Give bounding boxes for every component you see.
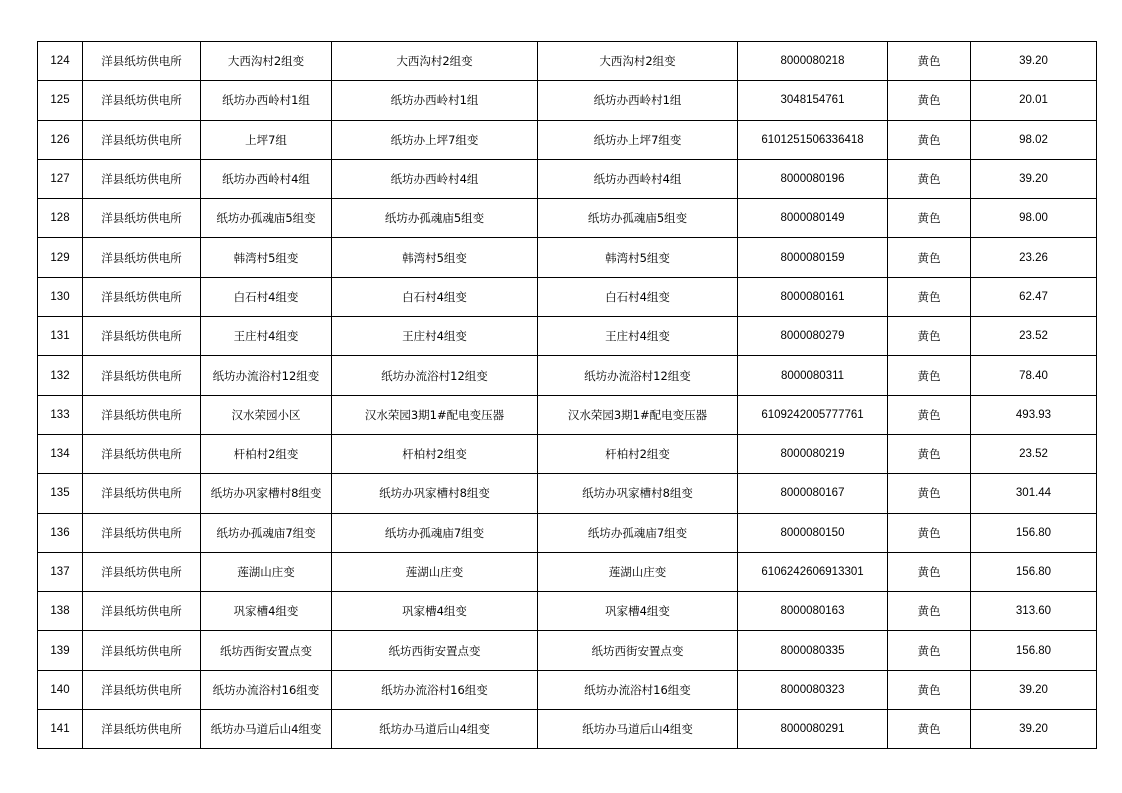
cell-transformer: 白石村4组变: [538, 277, 738, 316]
cell-location: 纸坊办流浴村12组变: [201, 356, 332, 395]
table-row: [38, 513, 1097, 552]
cell-seq: 138: [38, 592, 83, 631]
table-row: [38, 81, 1097, 120]
table-row: [38, 552, 1097, 591]
table-row: [38, 592, 1097, 631]
cell-location: 汉水荣园小区: [201, 395, 332, 434]
cell-account: 8000080311: [738, 356, 888, 395]
cell-level: 黄色: [888, 199, 971, 238]
cell-line-name: 纸坊办巩家槽村8组变: [332, 474, 538, 513]
cell-level: 黄色: [888, 238, 971, 277]
cell-line-name: 王庄村4组变: [332, 317, 538, 356]
cell-station: 洋县纸坊供电所: [83, 552, 201, 591]
cell-level: 黄色: [888, 81, 971, 120]
cell-seq: 125: [38, 81, 83, 120]
cell-line-name: 杆柏村2组变: [332, 434, 538, 473]
cell-line-name: 汉水荣园3期1#配电变压器: [332, 395, 538, 434]
table-row: [38, 317, 1097, 356]
cell-account: 8000080279: [738, 317, 888, 356]
cell-line-name: 白石村4组变: [332, 277, 538, 316]
cell-station: 洋县纸坊供电所: [83, 592, 201, 631]
cell-account: 8000080335: [738, 631, 888, 670]
cell-line-name: 纸坊办流浴村12组变: [332, 356, 538, 395]
table-row: [38, 434, 1097, 473]
cell-value: 39.20: [971, 159, 1097, 198]
cell-station: 洋县纸坊供电所: [83, 513, 201, 552]
cell-level: 黄色: [888, 317, 971, 356]
cell-location: 王庄村4组变: [201, 317, 332, 356]
cell-level: 黄色: [888, 434, 971, 473]
cell-value: 301.44: [971, 474, 1097, 513]
cell-location: 纸坊办巩家槽村8组变: [201, 474, 332, 513]
cell-location: 纸坊办西岭村4组: [201, 159, 332, 198]
cell-location: 杆柏村2组变: [201, 434, 332, 473]
cell-station: 洋县纸坊供电所: [83, 42, 201, 81]
cell-location: 纸坊办孤魂庙7组变: [201, 513, 332, 552]
cell-line-name: 纸坊办孤魂庙7组变: [332, 513, 538, 552]
cell-level: 黄色: [888, 513, 971, 552]
cell-seq: 133: [38, 395, 83, 434]
cell-account: 6106242606913301: [738, 552, 888, 591]
cell-value: 23.52: [971, 434, 1097, 473]
cell-value: 156.80: [971, 552, 1097, 591]
cell-seq: 128: [38, 199, 83, 238]
cell-level: 黄色: [888, 631, 971, 670]
cell-value: 23.52: [971, 317, 1097, 356]
cell-station: 洋县纸坊供电所: [83, 199, 201, 238]
cell-account: 3048154761: [738, 81, 888, 120]
cell-line-name: 大西沟村2组变: [332, 42, 538, 81]
cell-value: 98.00: [971, 199, 1097, 238]
cell-location: 纸坊办流浴村16组变: [201, 670, 332, 709]
cell-level: 黄色: [888, 474, 971, 513]
table-row: [38, 710, 1097, 749]
cell-seq: 137: [38, 552, 83, 591]
cell-account: 6109242005777761: [738, 395, 888, 434]
cell-transformer: 韩湾村5组变: [538, 238, 738, 277]
cell-line-name: 纸坊办西岭村4组: [332, 159, 538, 198]
cell-value: 20.01: [971, 81, 1097, 120]
cell-level: 黄色: [888, 120, 971, 159]
cell-location: 纸坊办孤魂庙5组变: [201, 199, 332, 238]
cell-value: 156.80: [971, 631, 1097, 670]
cell-seq: 129: [38, 238, 83, 277]
cell-transformer: 纸坊办西岭村4组: [538, 159, 738, 198]
cell-station: 洋县纸坊供电所: [83, 120, 201, 159]
cell-location: 莲湖山庄变: [201, 552, 332, 591]
cell-transformer: 大西沟村2组变: [538, 42, 738, 81]
cell-location: 纸坊办西岭村1组: [201, 81, 332, 120]
cell-value: 23.26: [971, 238, 1097, 277]
cell-line-name: 巩家槽4组变: [332, 592, 538, 631]
cell-line-name: 纸坊办孤魂庙5组变: [332, 199, 538, 238]
cell-station: 洋县纸坊供电所: [83, 356, 201, 395]
cell-location: 巩家槽4组变: [201, 592, 332, 631]
table-row: [38, 42, 1097, 81]
cell-line-name: 韩湾村5组变: [332, 238, 538, 277]
cell-level: 黄色: [888, 277, 971, 316]
cell-seq: 130: [38, 277, 83, 316]
cell-seq: 127: [38, 159, 83, 198]
table-row: [38, 159, 1097, 198]
cell-transformer: 纸坊办巩家槽村8组变: [538, 474, 738, 513]
cell-level: 黄色: [888, 395, 971, 434]
table-row: [38, 277, 1097, 316]
cell-value: 493.93: [971, 395, 1097, 434]
cell-location: 纸坊西街安置点变: [201, 631, 332, 670]
cell-line-name: 莲湖山庄变: [332, 552, 538, 591]
cell-seq: 140: [38, 670, 83, 709]
cell-transformer: 纸坊办孤魂庙5组变: [538, 199, 738, 238]
table-body: [38, 42, 1097, 749]
cell-location: 纸坊办马道后山4组变: [201, 710, 332, 749]
cell-transformer: 纸坊办上坪7组变: [538, 120, 738, 159]
cell-value: 313.60: [971, 592, 1097, 631]
cell-account: 8000080159: [738, 238, 888, 277]
cell-seq: 124: [38, 42, 83, 81]
cell-transformer: 王庄村4组变: [538, 317, 738, 356]
cell-location: 韩湾村5组变: [201, 238, 332, 277]
cell-station: 洋县纸坊供电所: [83, 631, 201, 670]
cell-transformer: 巩家槽4组变: [538, 592, 738, 631]
table-row: [38, 199, 1097, 238]
cell-account: 8000080161: [738, 277, 888, 316]
cell-transformer: 纸坊办流浴村12组变: [538, 356, 738, 395]
table-row: [38, 356, 1097, 395]
cell-line-name: 纸坊办流浴村16组变: [332, 670, 538, 709]
cell-station: 洋县纸坊供电所: [83, 277, 201, 316]
cell-level: 黄色: [888, 159, 971, 198]
cell-value: 98.02: [971, 120, 1097, 159]
cell-transformer: 纸坊办马道后山4组变: [538, 710, 738, 749]
cell-account: 8000080150: [738, 513, 888, 552]
cell-line-name: 纸坊办西岭村1组: [332, 81, 538, 120]
cell-value: 62.47: [971, 277, 1097, 316]
cell-account: 8000080219: [738, 434, 888, 473]
cell-level: 黄色: [888, 592, 971, 631]
cell-value: 39.20: [971, 670, 1097, 709]
cell-account: 6101251506336418: [738, 120, 888, 159]
cell-value: 156.80: [971, 513, 1097, 552]
table-row: [38, 395, 1097, 434]
cell-line-name: 纸坊办马道后山4组变: [332, 710, 538, 749]
cell-station: 洋县纸坊供电所: [83, 317, 201, 356]
cell-seq: 139: [38, 631, 83, 670]
cell-station: 洋县纸坊供电所: [83, 670, 201, 709]
cell-location: 上坪7组: [201, 120, 332, 159]
cell-station: 洋县纸坊供电所: [83, 434, 201, 473]
cell-station: 洋县纸坊供电所: [83, 474, 201, 513]
cell-level: 黄色: [888, 710, 971, 749]
cell-line-name: 纸坊办上坪7组变: [332, 120, 538, 159]
cell-station: 洋县纸坊供电所: [83, 81, 201, 120]
cell-account: 8000080218: [738, 42, 888, 81]
cell-level: 黄色: [888, 670, 971, 709]
cell-seq: 132: [38, 356, 83, 395]
cell-seq: 134: [38, 434, 83, 473]
cell-value: 39.20: [971, 710, 1097, 749]
table-row: [38, 631, 1097, 670]
cell-seq: 135: [38, 474, 83, 513]
cell-seq: 131: [38, 317, 83, 356]
cell-line-name: 纸坊西街安置点变: [332, 631, 538, 670]
cell-transformer: 纸坊办流浴村16组变: [538, 670, 738, 709]
table-row: [38, 238, 1097, 277]
cell-level: 黄色: [888, 42, 971, 81]
cell-account: 8000080291: [738, 710, 888, 749]
cell-transformer: 莲湖山庄变: [538, 552, 738, 591]
cell-level: 黄色: [888, 356, 971, 395]
cell-location: 白石村4组变: [201, 277, 332, 316]
cell-transformer: 纸坊西街安置点变: [538, 631, 738, 670]
table-row: [38, 120, 1097, 159]
cell-value: 39.20: [971, 42, 1097, 81]
cell-account: 8000080149: [738, 199, 888, 238]
cell-station: 洋县纸坊供电所: [83, 238, 201, 277]
cell-transformer: 纸坊办孤魂庙7组变: [538, 513, 738, 552]
table-row: [38, 474, 1097, 513]
cell-seq: 126: [38, 120, 83, 159]
cell-account: 8000080163: [738, 592, 888, 631]
cell-station: 洋县纸坊供电所: [83, 710, 201, 749]
cell-seq: 141: [38, 710, 83, 749]
cell-transformer: 汉水荣园3期1#配电变压器: [538, 395, 738, 434]
cell-station: 洋县纸坊供电所: [83, 159, 201, 198]
cell-transformer: 杆柏村2组变: [538, 434, 738, 473]
table-row: [38, 670, 1097, 709]
cell-station: 洋县纸坊供电所: [83, 395, 201, 434]
cell-level: 黄色: [888, 552, 971, 591]
cell-seq: 136: [38, 513, 83, 552]
cell-value: 78.40: [971, 356, 1097, 395]
cell-account: 8000080196: [738, 159, 888, 198]
cell-location: 大西沟村2组变: [201, 42, 332, 81]
cell-account: 8000080167: [738, 474, 888, 513]
cell-account: 8000080323: [738, 670, 888, 709]
cell-transformer: 纸坊办西岭村1组: [538, 81, 738, 120]
data-table: [37, 41, 1097, 749]
